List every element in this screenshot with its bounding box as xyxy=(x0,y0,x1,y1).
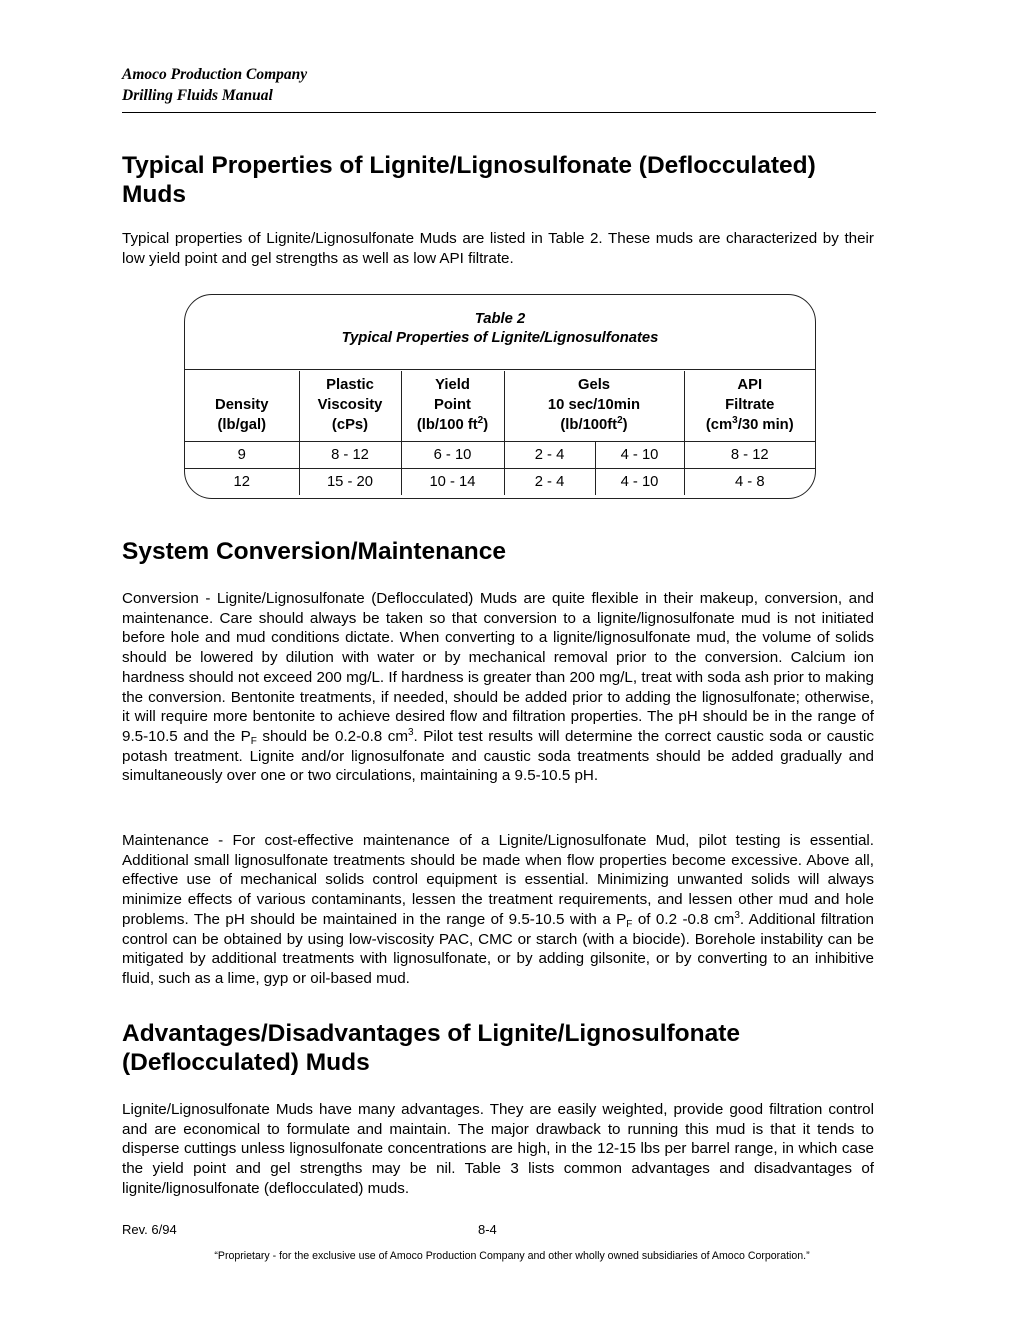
header-gels: Gels 10 sec/10min $(lb/100ft^2)$ xyxy=(504,371,684,442)
table-cell: 4 - 8 xyxy=(684,469,815,496)
revision-label: Rev. 6/94 xyxy=(122,1222,177,1237)
table-cell: 8 - 12 xyxy=(684,442,815,469)
table-cell: 10 - 14 xyxy=(401,469,504,496)
table-row xyxy=(185,442,815,469)
section-title-advantages: Advantages/Disadvantages of Lignite/Lignosulfonate (Deflocculated) Muds xyxy=(122,1020,741,1076)
caption-divider xyxy=(185,369,815,370)
section-title-system-conversion: System Conversion/Maintenance xyxy=(122,538,506,565)
conversion-paragraph: Conversion - Lignite/Lignosulfonate (Deflocculated) Muds are quite flexible in their makeup, conversion, and maintenance. Care should always be taken so that conversion to a lignite/lignosulfonate mud is not initiated before hole and mud conditions dictate. When converting to a lignite/lignosulfonate mud, the volume of solids should be lowered by dilution with water or by mechanical removal prior to the conversion. Calcium ion hardness should not exceed 200 mg/L. If hardness is greater than 200 mg/L, treat with soda ash prior to making the conversion. Bentonite treatments, if needed, should be added prior to adding the lignosulfonate; otherwise, it will require more bentonite to achieve desired flow and filtration properties. The pH should be in the range of 9.5-10.5 and the $P_F$ should be 0.2-0.8 $cm^3$. Pilot test results will determine the correct caustic soda or caustic potash treatment. Lignite and/or lignosulfonate and caustic soda treatments should be added gradually and simultaneously over one or two circulations, maintaining a 9.5-10.5 pH. xyxy=(122,590,874,785)
properties-table xyxy=(185,371,815,495)
table-caption-number: Table 2 xyxy=(474,311,526,327)
header-yield-point: Yield Point (lb/100 $ft^2$) xyxy=(401,371,504,442)
table-cell: 2 - 4 xyxy=(504,442,595,469)
header-density: Density (lb/gal) xyxy=(185,371,299,442)
section-title-typical-properties: Typical Properties of Lignite/Lignosulfonate (Deflocculated) Muds xyxy=(122,152,816,208)
table-cell: 9 xyxy=(185,442,299,469)
running-header xyxy=(122,64,307,106)
maintenance-paragraph: Maintenance - For cost-effective maintenance of a Lignite/Lignosulfonate Mud, pilot testing is essential. Additional small lignosulfonate treatments should be made when flow properties become excessive. Above all, effective use of mechanical solids control equipment is essential. Minimizing unwanted solids will always minimize effects of various contaminants, lessen the treatment requirements, and lessen other mud and hole problems. The pH should be maintained in the range of 9.5-10.5 with a $P_F$ of 0.2 -0.8 $cm^3$. Additional filtration control can be obtained by using low-viscosity PAC, CMC or starch (with a biocide). Borehole instability can be mitigated by additional treatments with lignosulfonate, or by adding gilsonite, or by converting to an inhibitive fluid, such as a lime, gyp or oil-based mud. xyxy=(122,832,874,987)
header-plastic-viscosity: Plastic Viscosity (cPs) xyxy=(299,371,401,442)
header-api-filtrate: API Filtrate ($cm^3/30$ min) xyxy=(684,371,815,442)
table-header-row xyxy=(185,371,815,442)
typical-properties-paragraph: Typical properties of Lignite/Lignosulfonate Muds are listed in Table 2. These muds are characterized by their low yield point and gel strengths as well as low API filtrate. xyxy=(122,230,874,267)
table-cell: 6 - 10 xyxy=(401,442,504,469)
table-cell: 2 - 4 xyxy=(504,469,595,496)
table-cell: 8 - 12 xyxy=(299,442,401,469)
proprietary-notice: “Proprietary - for the exclusive use of Amoco Production Company and other wholly owned subsidiaries of Amoco Corporation.” xyxy=(214,1250,810,1262)
header-rule xyxy=(122,112,876,113)
table-cell: 4 - 10 xyxy=(595,442,684,469)
advantages-paragraph: Lignite/Lignosulfonate Muds have many advantages. They are easily weighted, provide good filtration control and are economical to formulate and maintain. The major drawback to running this mud is that it tends to disperse cuttings unless lignosulfonate concentrations are high, in the 12-15 lbs per barrel range, in which case the yield point and gel strengths may be nil. Table 3 lists common advantages and disadvantages of lignite/lignosulfonate (deflocculated) muds. xyxy=(122,1101,874,1197)
page-number: 8-4 xyxy=(478,1222,497,1237)
properties-table-box xyxy=(184,294,816,499)
table-cell: 15 - 20 xyxy=(299,469,401,496)
company-name: Amoco Production Company xyxy=(122,66,308,83)
manual-name: Drilling Fluids Manual xyxy=(122,87,273,104)
table-cell: 12 xyxy=(185,469,299,496)
table-caption-title: Typical Properties of Lignite/Lignosulfonates xyxy=(341,330,659,346)
table-row xyxy=(185,469,815,496)
table-cell: 4 - 10 xyxy=(595,469,684,496)
